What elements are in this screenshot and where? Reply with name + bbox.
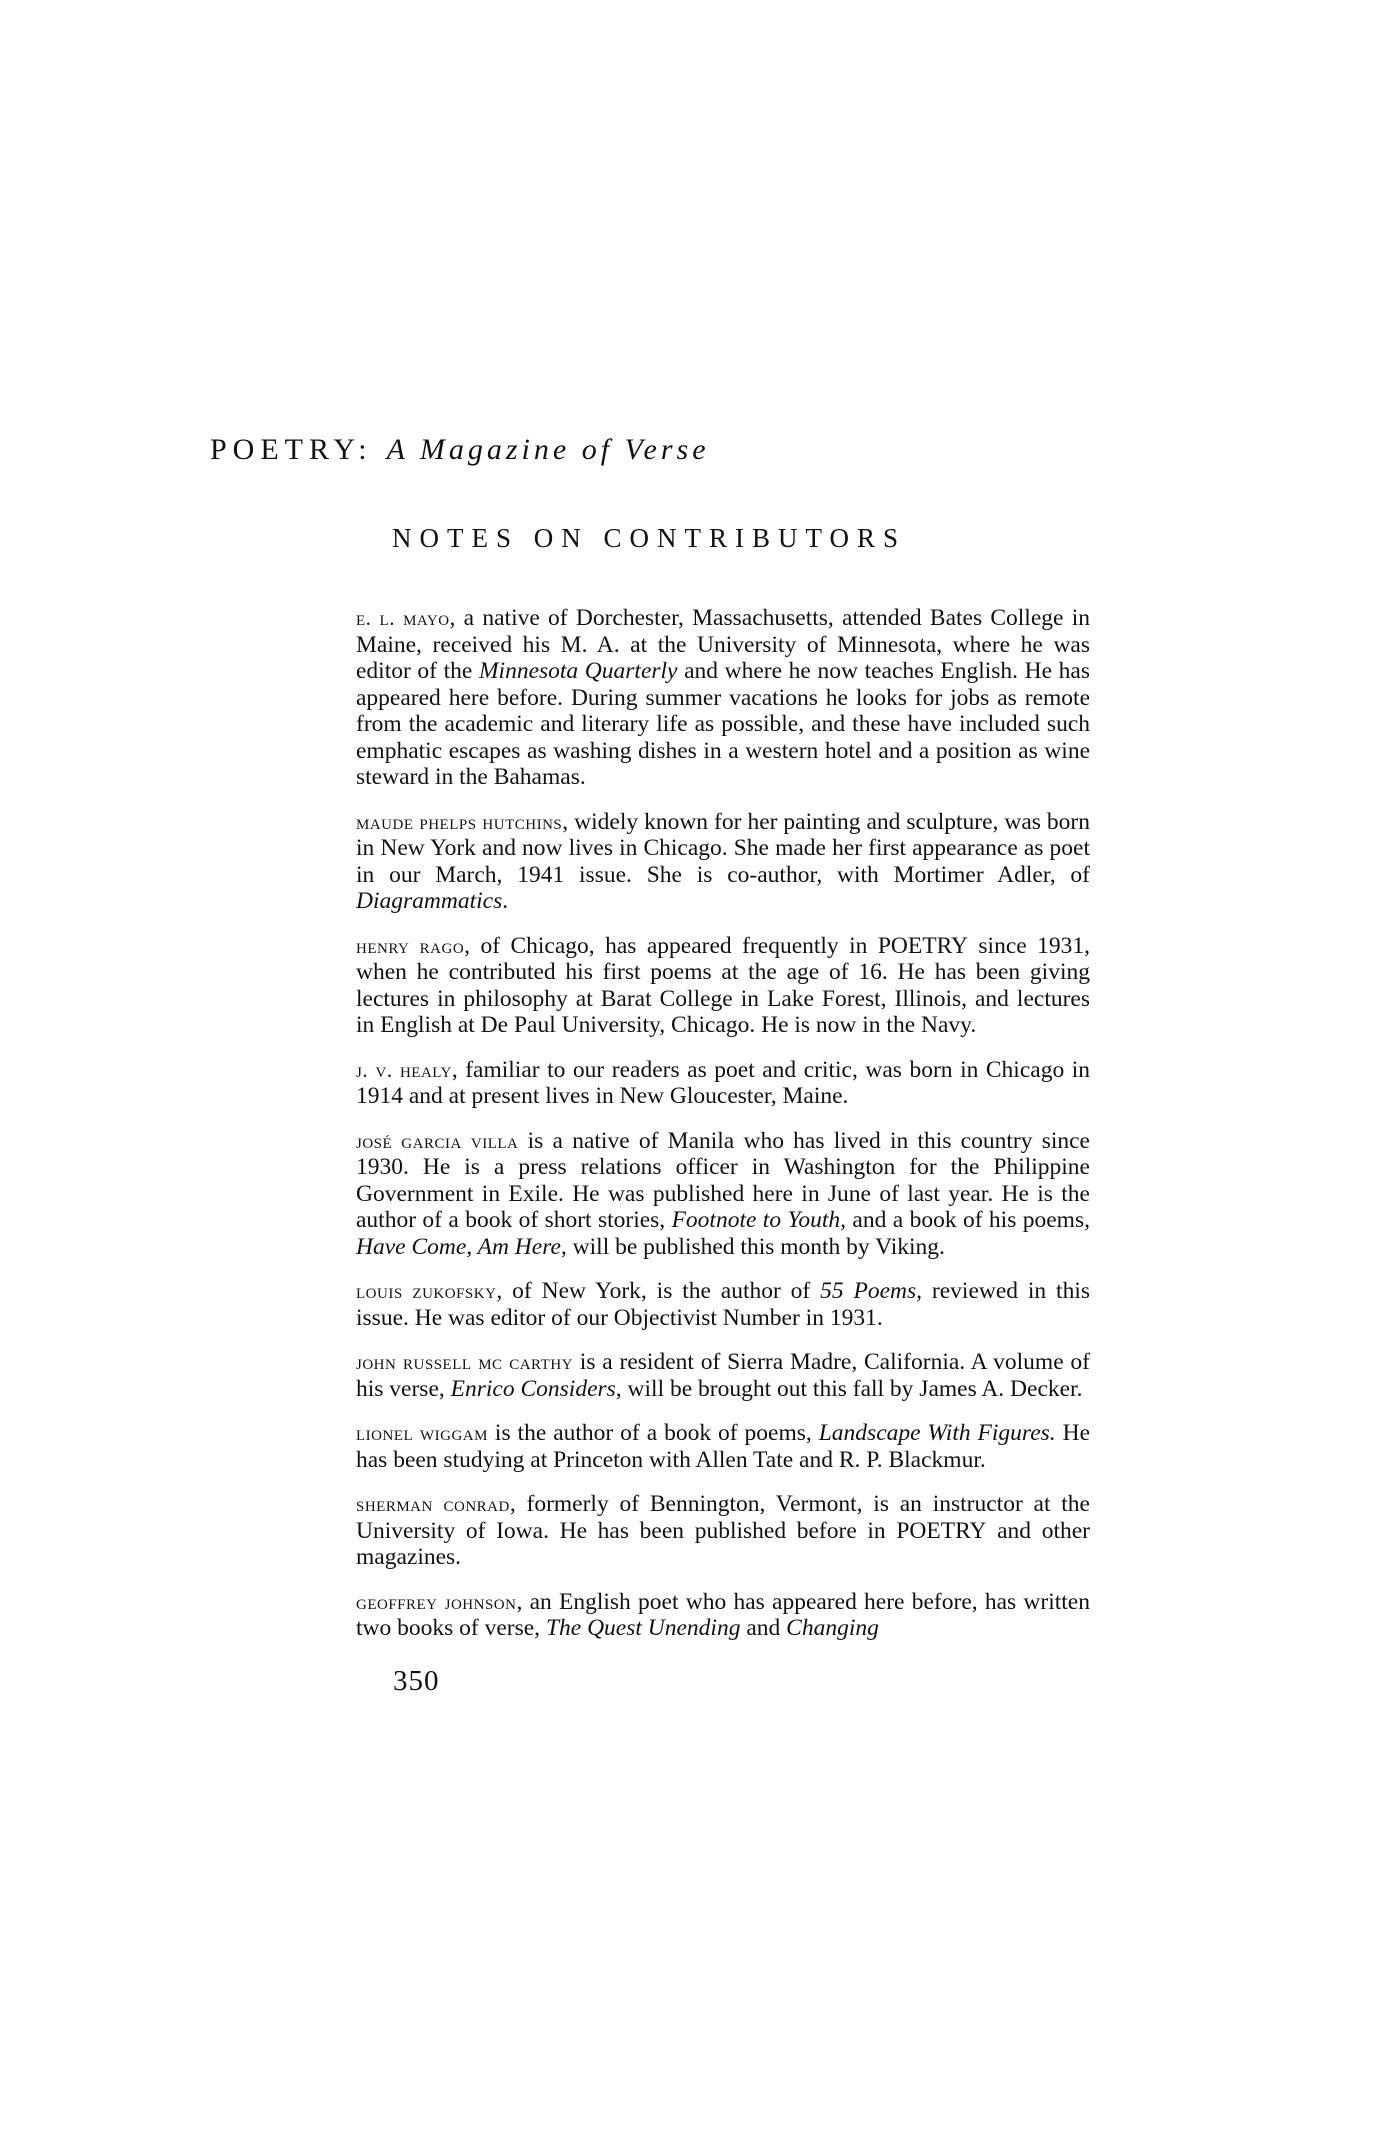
publication-title: Landscape With Figures. [818, 1420, 1056, 1446]
note-text: . [502, 888, 509, 914]
publication-title: 55 Poems, [820, 1278, 923, 1304]
note-text: , familiar to our readers as poet and critic, was born in Chicago in 1914 and at present lives in New Gloucester, Maine. [356, 1056, 1090, 1109]
publication-title: Diagrammatics [356, 888, 503, 914]
note-text: , formerly of Bennington, Vermont, is an instructor at the University of Iowa. He has been published before in [356, 1491, 1090, 1544]
contributor-note [356, 1589, 1090, 1642]
note-text: and where he now teaches English. He has appeared here before. During summer vacations he looks for jobs as remote from the academic and literary life as possible, and these have included such emphatic escapes as washing dishes in a western hotel and a position as wine steward in the Bahamas. [356, 658, 1090, 790]
magazine-name: POETRY [877, 932, 968, 959]
contributor-name: henry rago [356, 933, 465, 958]
note-text: , of Chicago, has appeared frequently in [464, 932, 878, 959]
publication-title: The Quest Unending [545, 1615, 741, 1641]
magazine-name: POETRY [896, 1517, 987, 1544]
contributor-note [356, 1491, 1090, 1571]
magazine-subtitle: A Magazine of Verse [386, 433, 710, 466]
contributor-note [356, 1278, 1090, 1331]
contributor-name: josé garcia villa [356, 1128, 519, 1153]
publication-title: Have Come, Am Here, [356, 1233, 567, 1260]
contributor-name: maude phelps hutchins [356, 809, 563, 834]
publication-title: Footnote to Youth, [671, 1207, 847, 1233]
note-text: is a native of Manila who has lived in this country since 1930. He is a press relations officer in Washington for the Philippine Government in Exile. He was published here in June of last year. He is the author of a book of short stories, [356, 1127, 1090, 1233]
contributor-notes [356, 605, 1090, 1660]
contributor-note [356, 1128, 1090, 1261]
contributor-note [356, 933, 1090, 1039]
publication-title: Enrico Considers, [450, 1375, 622, 1402]
note-text: will be published this month by Viking. [566, 1233, 945, 1260]
contributor-note [356, 1420, 1090, 1473]
note-text: reviewed in this issue. He was editor of our Objectivist Number in 1931. [356, 1278, 1090, 1331]
contributor-name: john russell mc carthy [356, 1350, 573, 1374]
contributor-note [356, 605, 1090, 791]
page-number: 350 [393, 1665, 440, 1697]
section-title: NOTES ON CONTRIBUTORS [392, 523, 907, 553]
contributor-name: j. v. healy [356, 1057, 452, 1082]
note-text: and other magazines. [356, 1517, 1091, 1570]
contributor-name: e. l. mayo [356, 606, 450, 630]
contributor-note [356, 1349, 1090, 1402]
publication-title: Changing [786, 1615, 879, 1641]
contributor-name: lionel wiggam [356, 1421, 488, 1445]
note-text: is a resident of Sierra Madre, California. A volume of his verse, [356, 1349, 1090, 1402]
contributor-name: louis zukofsky [356, 1279, 497, 1303]
contributor-note [356, 1057, 1090, 1110]
note-text: , of New York, is the author of [496, 1278, 821, 1304]
note-text: and a book of his poems, [846, 1207, 1090, 1233]
note-text: He has been studying at Princeton with Allen Tate and R. P. Blackmur. [356, 1420, 1091, 1473]
note-text: will be brought out this fall by James A. Decker. [621, 1375, 1083, 1402]
contributor-name: geoffrey johnson [356, 1589, 517, 1614]
contributor-name: sherman conrad [356, 1492, 510, 1516]
note-text: is the author of a book of poems, [487, 1420, 819, 1446]
publication-title: Minnesota Quarterly [478, 658, 678, 684]
running-head [210, 433, 710, 467]
note-text: since 1931, when he contributed his first poems at the age of 16. He has been giving lectures in philosophy at Barat College in Lake Forest, Illinois, and lectures in English at De Paul University, Chicago. He is now in the Navy. [356, 932, 1090, 1038]
note-text: , widely known for her painting and sculpture, was born in New York and now lives in Chicago. She made her first appearance as poet in our March, 1941 issue. She is co-author, with Mortimer Adler, of [356, 808, 1090, 888]
note-text: , a native of Dorchester, Massachusetts, attended Bates College in Maine, received his M. A. at the University of Minnesota, where he was editor of the [356, 605, 1090, 684]
note-text: and [740, 1615, 787, 1641]
note-text: , an English poet who has appeared here before, has written two books of verse, [356, 1588, 1090, 1641]
magazine-title: POETRY: [210, 433, 373, 466]
contributor-note [356, 809, 1090, 915]
